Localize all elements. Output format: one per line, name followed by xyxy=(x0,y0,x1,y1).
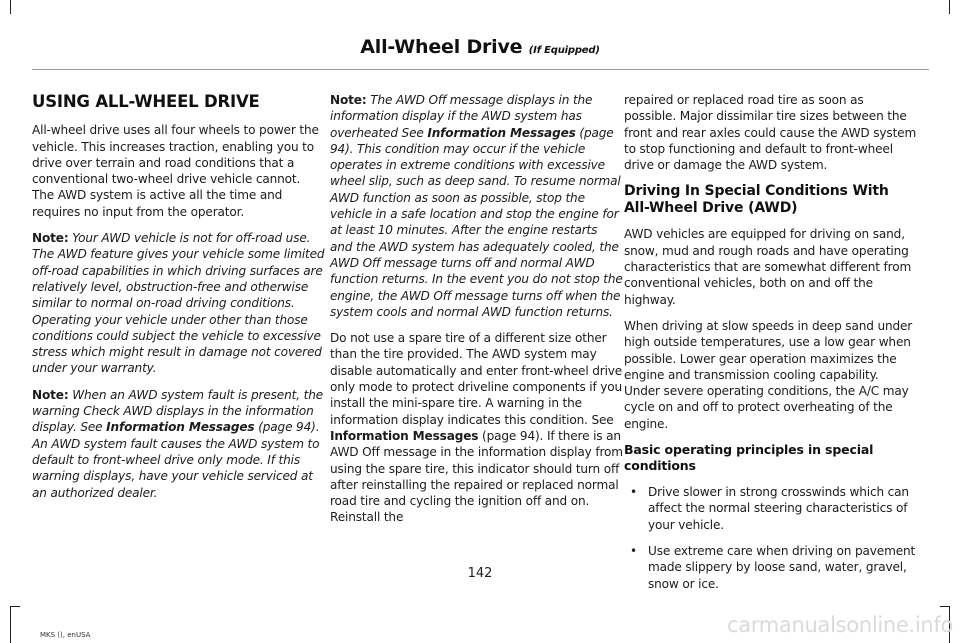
watermark: carmanualsonline.info xyxy=(727,613,954,637)
awd-equipped-paragraph: AWD vehicles are equipped for driving on sand, snow, mud and rough roads and have operating characteristics that are somewhat different from conventional vehicles, both on and off the highway. xyxy=(624,227,912,307)
page-number: 142 xyxy=(467,566,493,581)
column-3 xyxy=(624,92,917,602)
header-subtitle: (If Equipped) xyxy=(528,45,600,56)
crop-mark-tl-v xyxy=(10,0,11,14)
crop-mark-tr-v xyxy=(949,0,950,14)
tire-continuation-paragraph: repaired or replaced road tire as soon as possible. Major dissimilar tire sizes between the front and rear axles could cause the AWD system to stop functioning and default to front-wheel drive or damage the AWD system. xyxy=(624,93,917,173)
note-text: Your AWD vehicle is not for off-road use. The AWD feature gives your vehicle some limited off-road capabilities in which driving surfaces are relatively level, obstruction-free and otherwise similar to normal on-road driving conditions. Operating your vehicle under other than those conditions could subject the vehicle to excessive stress which might result in damage not covered under your warranty. xyxy=(32,231,325,376)
slow-speed-paragraph: When driving at slow speeds in deep sand under high outside temperatures, use a low gear when possible. Lower gear operation maximizes the engine and transmission cooling capability. Under severe operating conditions, the A/C may cycle on and off to protect overheating of the engine. xyxy=(624,318,913,431)
note-off-road xyxy=(32,230,325,377)
crop-mark-bl-v xyxy=(10,606,11,643)
list-item-text: Drive slower in strong crosswinds which can affect the normal steering characteristics of your vehicle. xyxy=(648,485,909,532)
note-label: Note: xyxy=(32,387,69,402)
list-item xyxy=(624,484,917,533)
crop-mark-bl-h xyxy=(10,606,20,607)
subsection-heading: Driving In Special Conditions With All-Wheel Drive (AWD) xyxy=(624,183,889,216)
note-awd-off xyxy=(330,92,623,320)
page-header xyxy=(0,36,960,58)
cross-reference-link[interactable]: Information Messages xyxy=(427,125,576,140)
column-2 xyxy=(330,92,623,536)
cross-reference-link[interactable]: Information Messages xyxy=(330,428,479,443)
paragraph-text: (page 94). If there is an AWD Off message in the information display from using the spare tire, this indicator should turn off after reinstalling the repaired or replaced normal road tire and cycling the ignition off and on. Reinstall the xyxy=(330,428,623,525)
header-title: All-Wheel Drive xyxy=(360,36,523,58)
note-text: When an AWD system fault is present, the warning Check AWD displays in the information display. See xyxy=(32,387,323,435)
crop-mark-br-h xyxy=(940,606,950,607)
note-awd-fault xyxy=(32,387,325,501)
note-text: The AWD Off message displays in the information display if the AWD system has overheated See xyxy=(330,93,593,140)
header-rule xyxy=(32,69,929,70)
minor-heading: Basic operating principles in special conditions xyxy=(624,442,874,474)
column-1 xyxy=(32,92,325,511)
bullet-icon: • xyxy=(630,543,637,558)
note-text: (page 94). This condition may occur if the vehicle operates in extreme conditions with excessive wheel slip, such as deep sand. To resume normal AWD function as soon as possible, stop the vehicle in a safe location and stop the engine for at least 10 minutes. After the engine restarts and the AWD system has adequately cooled, the AWD Off message turns off and normal AWD function returns. In the event you do not stop the engine, the AWD Off message turns off when the system cools and normal AWD function returns. xyxy=(330,125,623,319)
note-label: Note: xyxy=(32,231,69,246)
spare-tire-paragraph xyxy=(330,330,623,526)
paragraph-text: Do not use a spare tire of a different size other than the tire provided. The AWD system may disable automatically and enter front-wheel drive only mode to protect driveline components if you install the mini-spare tire. A warning in the information display indicates this condition. See xyxy=(330,331,623,427)
list-item-text: Use extreme care when driving on pavement made slippery by loose sand, water, gravel, snow or ice. xyxy=(648,543,916,591)
note-text: (page 94). An AWD system fault causes the AWD system to default to front-wheel drive only mode. If this warning displays, have your vehicle serviced at an authorized dealer. xyxy=(32,420,320,500)
note-label: Note: xyxy=(330,93,367,107)
footer-text: MKS (), enUSA xyxy=(40,631,91,639)
intro-paragraph: All-wheel drive uses all four wheels to power the vehicle. This increases traction, enabling you to drive over terrain and road conditions that a conventional two-wheel drive vehicle cannot. The AWD system is active all the time and requires no input from the operator. xyxy=(32,123,319,219)
bullet-icon: • xyxy=(630,485,637,500)
section-heading: USING ALL-WHEEL DRIVE xyxy=(32,92,260,111)
cross-reference-link[interactable]: Information Messages xyxy=(106,420,255,435)
